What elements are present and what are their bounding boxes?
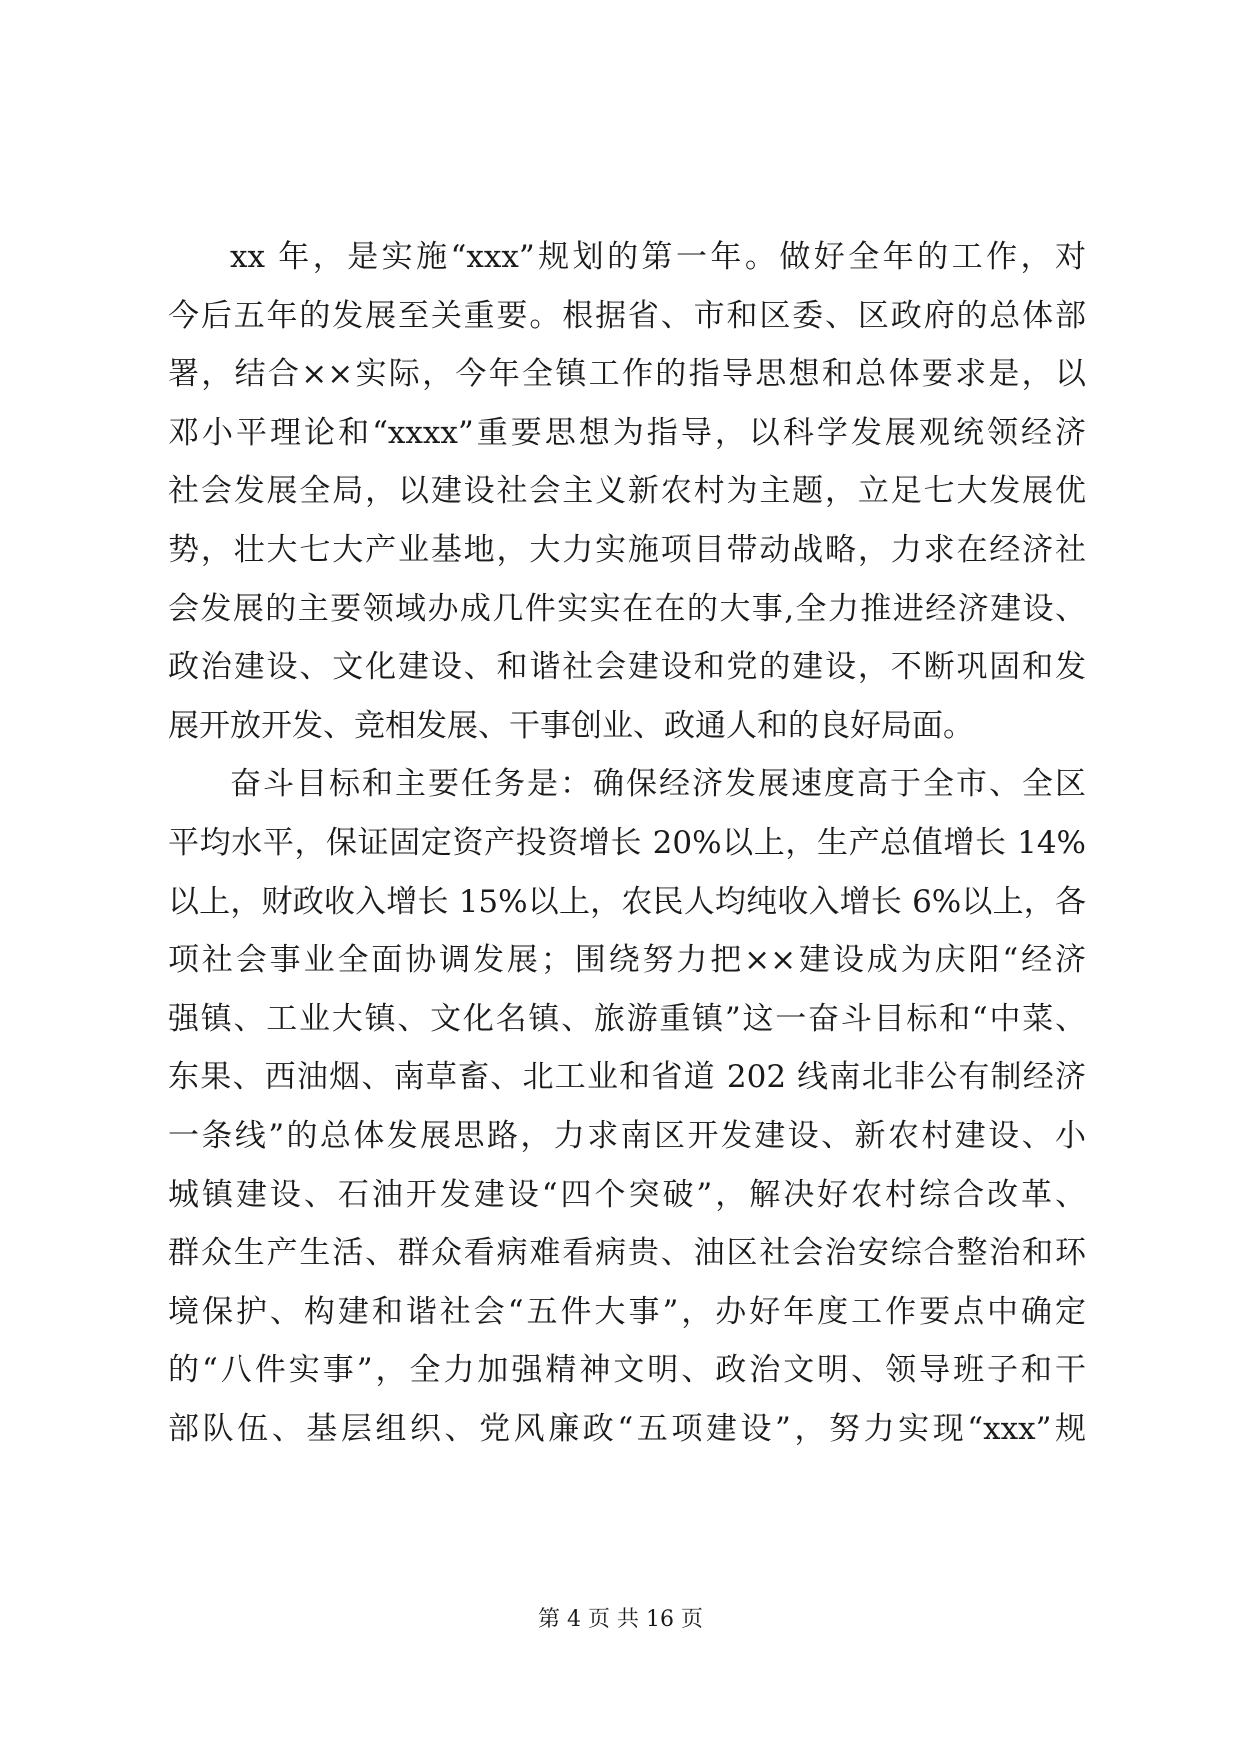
text-line: 东果、西油烟、南草畜、北工业和省道 202 线南北非公有制经济 <box>168 1059 1086 1096</box>
text-line: 项社会事业全面协调发展；围绕努力把××建设成为庆阳“经济 <box>168 942 1086 979</box>
document-body <box>168 228 1086 1458</box>
text-line: 政治建设、文化建设、和谐社会建设和党的建设，不断巩固和发 <box>168 649 1086 686</box>
text-line: 境保护、构建和谐社会“五件大事”，办好年度工作要点中确定 <box>168 1293 1086 1330</box>
text-line: 今后五年的发展至关重要。根据省、市和区委、区政府的总体部 <box>168 297 1086 334</box>
text-line: 强镇、工业大镇、文化名镇、旅游重镇”这一奋斗目标和“中菜、 <box>168 1000 1086 1037</box>
text-line: xx 年，是实施“xxx”规划的第一年。做好全年的工作，对 <box>230 239 1086 275</box>
text-line: 会发展的主要领域办成几件实实在在的大事,全力推进经济建设、 <box>168 590 1086 627</box>
text-line: 奋斗目标和主要任务是：确保经济发展速度高于全市、全区 <box>230 766 1086 803</box>
text-line: 展开放开发、竞相发展、干事创业、政通人和的良好局面。 <box>168 707 974 744</box>
text-line: 署，结合××实际，今年全镇工作的指导思想和总体要求是，以 <box>168 356 1086 393</box>
text-line: 部队伍、基层组织、党风廉政“五项建设”，努力实现“xxx”规 <box>168 1410 1086 1447</box>
text-line: 群众生产生活、群众看病难看病贵、油区社会治安综合整治和环 <box>168 1235 1086 1272</box>
text-line: 势，壮大七大产业基地，大力实施项目带动战略，力求在经济社 <box>168 531 1086 568</box>
page-number-footer: 第 4 页 共 16 页 <box>538 1607 703 1632</box>
text-line: 邓小平理论和“xxxx”重要思想为指导，以科学发展观统领经济 <box>168 414 1086 451</box>
text-line: 平均水平，保证固定资产投资增长 20%以上，生产总值增长 14% <box>168 824 1086 861</box>
paragraph-guiding-thought <box>168 228 1086 755</box>
text-line: 以上，财政收入增长 15%以上，农民人均纯收入增长 6%以上，各 <box>168 883 1086 920</box>
paragraph-goals-and-tasks <box>168 755 1086 1458</box>
text-line: 的“八件实事”，全力加强精神文明、政治文明、领导班子和干 <box>168 1352 1086 1389</box>
text-line: 社会发展全局，以建设社会主义新农村为主题，立足七大发展优 <box>168 473 1086 510</box>
text-line: 一条线”的总体发展思路，力求南区开发建设、新农村建设、小 <box>168 1117 1086 1154</box>
text-line: 城镇建设、石油开发建设“四个突破”，解决好农村综合改革、 <box>168 1176 1086 1213</box>
